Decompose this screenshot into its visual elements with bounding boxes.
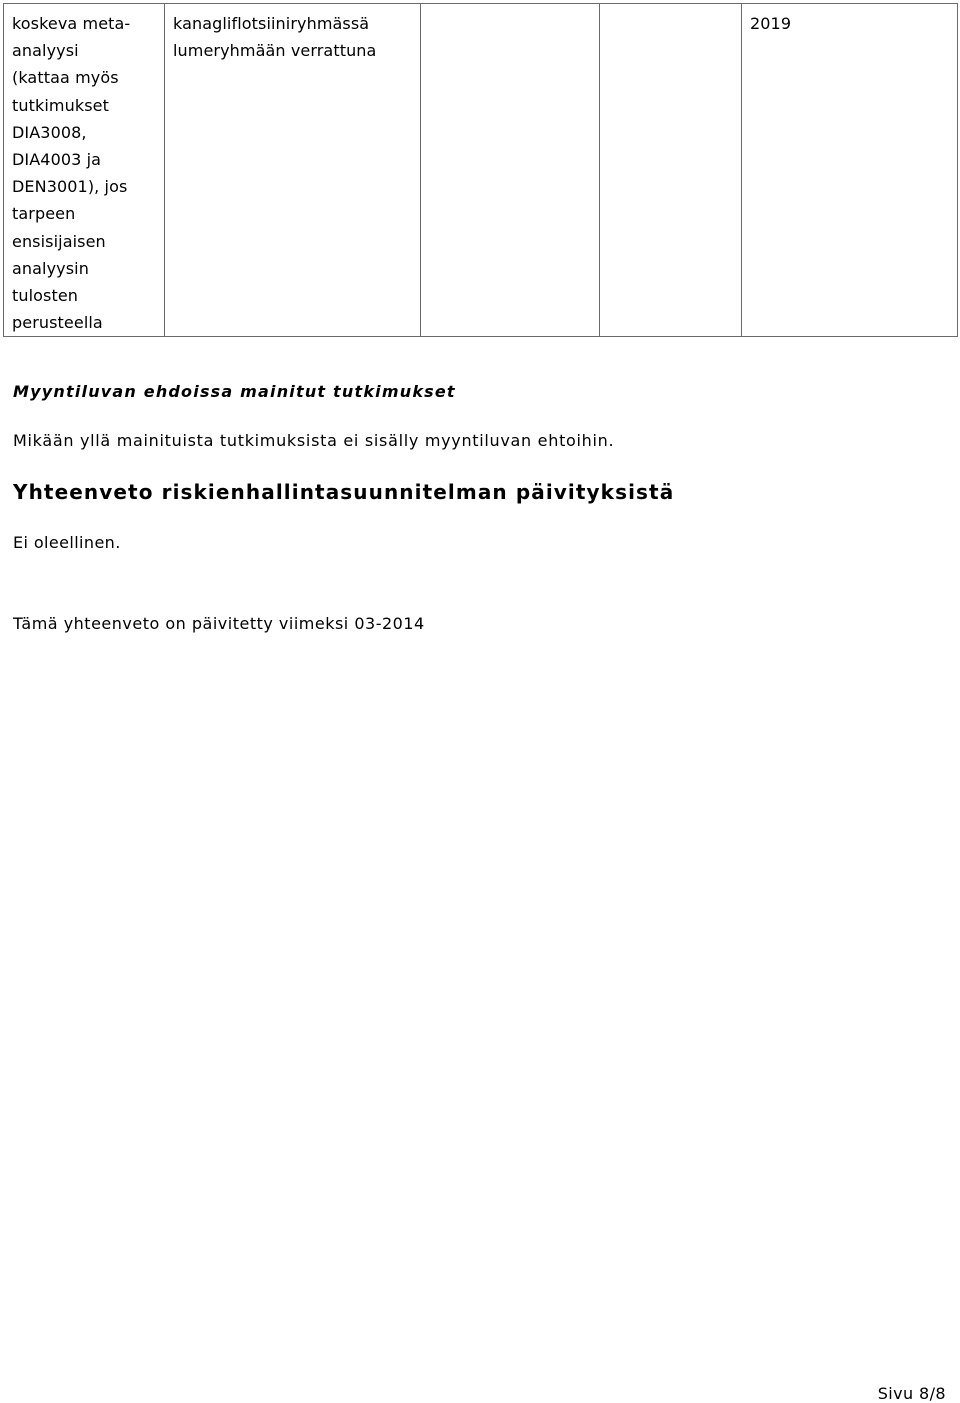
section-heading-studies: Myyntiluvan ehdoissa mainitut tutkimukset — [13, 382, 456, 401]
cell-text-line: DIA3008, — [12, 122, 87, 142]
cell-text-line: analyysi — [12, 41, 79, 61]
table-cell-empty — [421, 4, 600, 337]
table-cell-date: 2019 — [742, 4, 958, 337]
section-text-studies: Mikään yllä mainituista tutkimuksista ei sisälly myyntiluvan ehtoihin. — [13, 431, 615, 450]
cell-text-line: DIA4003 ja — [12, 150, 102, 170]
section-text-rmp-updates: Ei oleellinen. — [13, 533, 121, 552]
cell-text-line: kanagliflotsiiniryhmässä — [173, 14, 370, 33]
cell-text-line: ensisijaisen — [12, 231, 106, 251]
table-row — [4, 4, 958, 337]
cell-text-line: perusteella — [12, 313, 103, 333]
table-cell-objective — [165, 4, 421, 337]
page-number: Sivu 8/8 — [877, 1384, 946, 1403]
cell-text-line: (kattaa myös — [12, 68, 119, 88]
cell-text-line: DEN3001), jos — [12, 177, 128, 197]
cell-text-line: lumeryhmään verrattuna — [173, 41, 377, 61]
table-cell-description — [4, 4, 165, 337]
section-heading-rmp-updates: Yhteenveto riskienhallintasuunnitelman päivityksistä — [13, 480, 675, 504]
cell-text-line: tarpeen — [12, 204, 76, 224]
cell-text-line: tutkimukset — [12, 95, 109, 115]
last-updated-note: Tämä yhteenveto on päivitetty viimeksi 03-2014 — [13, 614, 425, 633]
cell-text-line: tulosten — [12, 286, 79, 306]
study-table — [3, 3, 958, 337]
cell-text-line: koskeva meta- — [12, 14, 131, 33]
cell-text-line: analyysin — [12, 258, 89, 278]
table-cell-empty — [600, 4, 742, 337]
